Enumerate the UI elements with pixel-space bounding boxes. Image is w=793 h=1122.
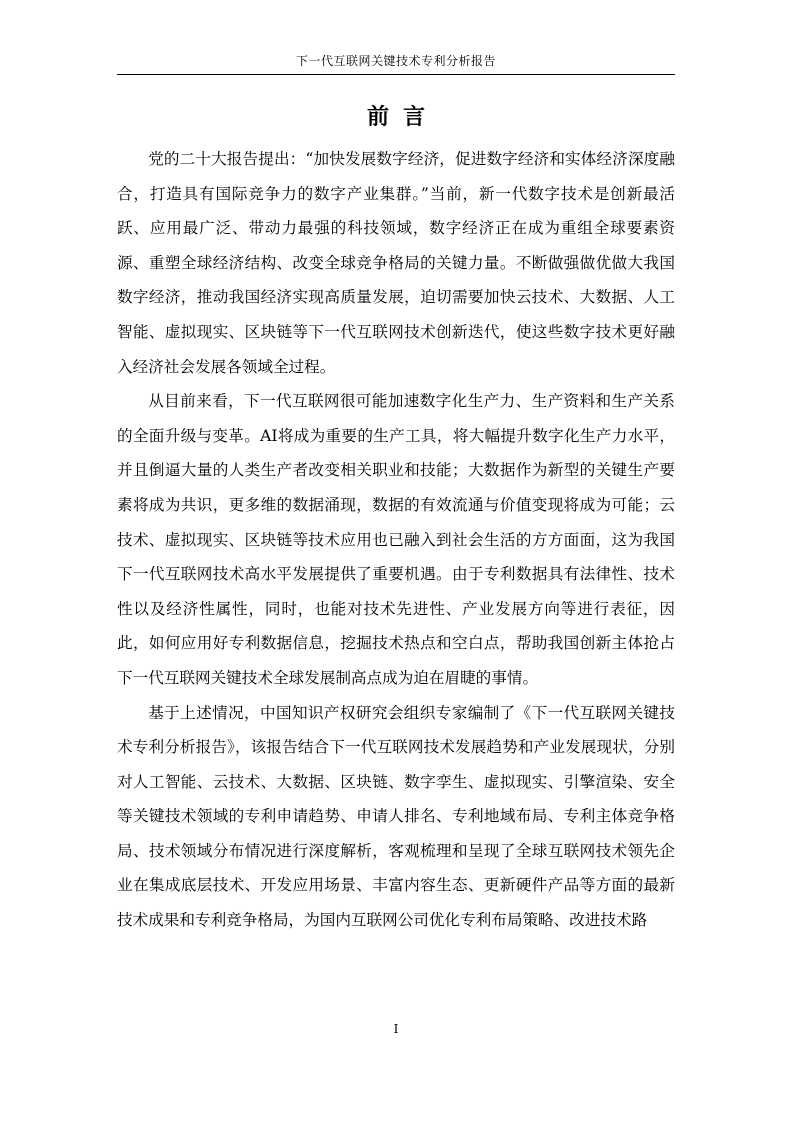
section-title: 前言 — [366, 105, 439, 130]
page-number: I — [393, 1022, 399, 1036]
body-text — [117, 142, 675, 938]
paragraph-2: 从目前来看，下一代互联网很可能加速数字化生产力、生产资料和生产关系的全面升级与变革。AI将成为重要的生产工具，将大幅提升数字化生产力水平，并且倒逼大量的人类生产者改变相关职业和技能；大数据作为新型的关键生产要素将成为共识，更多维的数据涌现，数据的有效流通与价值变现将成为可能；云技术、虚拟现实、区块链等技术应用也已融入到社会生活的方方面面，这为我国下一代互联网技术高水平发展提供了重要机遇。由于专利数据具有法律性、技术性以及经济性属性，同时，也能对技术先进性、产业发展方向等进行表征，因此，如何应用好专利数据信息，挖掘技术热点和空白点，帮助我国创新主体抢占下一代互联网关键技术全球发展制高点成为迫在眉睫的事情。 — [117, 392, 675, 687]
paragraph-3: 基于上述情况，中国知识产权研究会组织专家编制了《下一代互联网关键技术专利分析报告》，该报告结合下一代互联网技术发展趋势和产业发展现状，分别对人工智能、云技术、大数据、区块链、数字孪生、虚拟现实、引擎渲染、安全等关键技术领域的专利申请趋势、申请人排名、专利地域布局、专利主体竞争格局、技术领域分布情况进行深度解析，客观梳理和呈现了全球互联网技术领先企业在集成底层技术、开发应用场景、丰富内容生态、更新硬件产品等方面的最新技术成果和专利竞争格局，为国内互联网公司优化专利布局策略、改进技术路 — [117, 703, 675, 930]
paragraph-1: 党的二十大报告提出：“加快发展数字经济，促进数字经济和实体经济深度融合，打造具有国际竞争力的数字产业集群。”当前，新一代数字技术是创新最活跃、应用最广泛、带动力最强的科技领域，数字经济正在成为重组全球要素资源、重塑全球经济结构、改变全球竞争格局的关键力量。不断做强做优做大我国数字经济，推动我国经济实现高质量发展，迫切需要加快云技术、大数据、人工智能、虚拟现实、区块链等下一代互联网技术创新迭代，使这些数字技术更好融入经济社会发展各领域全过程。 — [117, 150, 675, 376]
running-header: 下一代互联网关键技术专利分析报告 — [117, 48, 675, 75]
